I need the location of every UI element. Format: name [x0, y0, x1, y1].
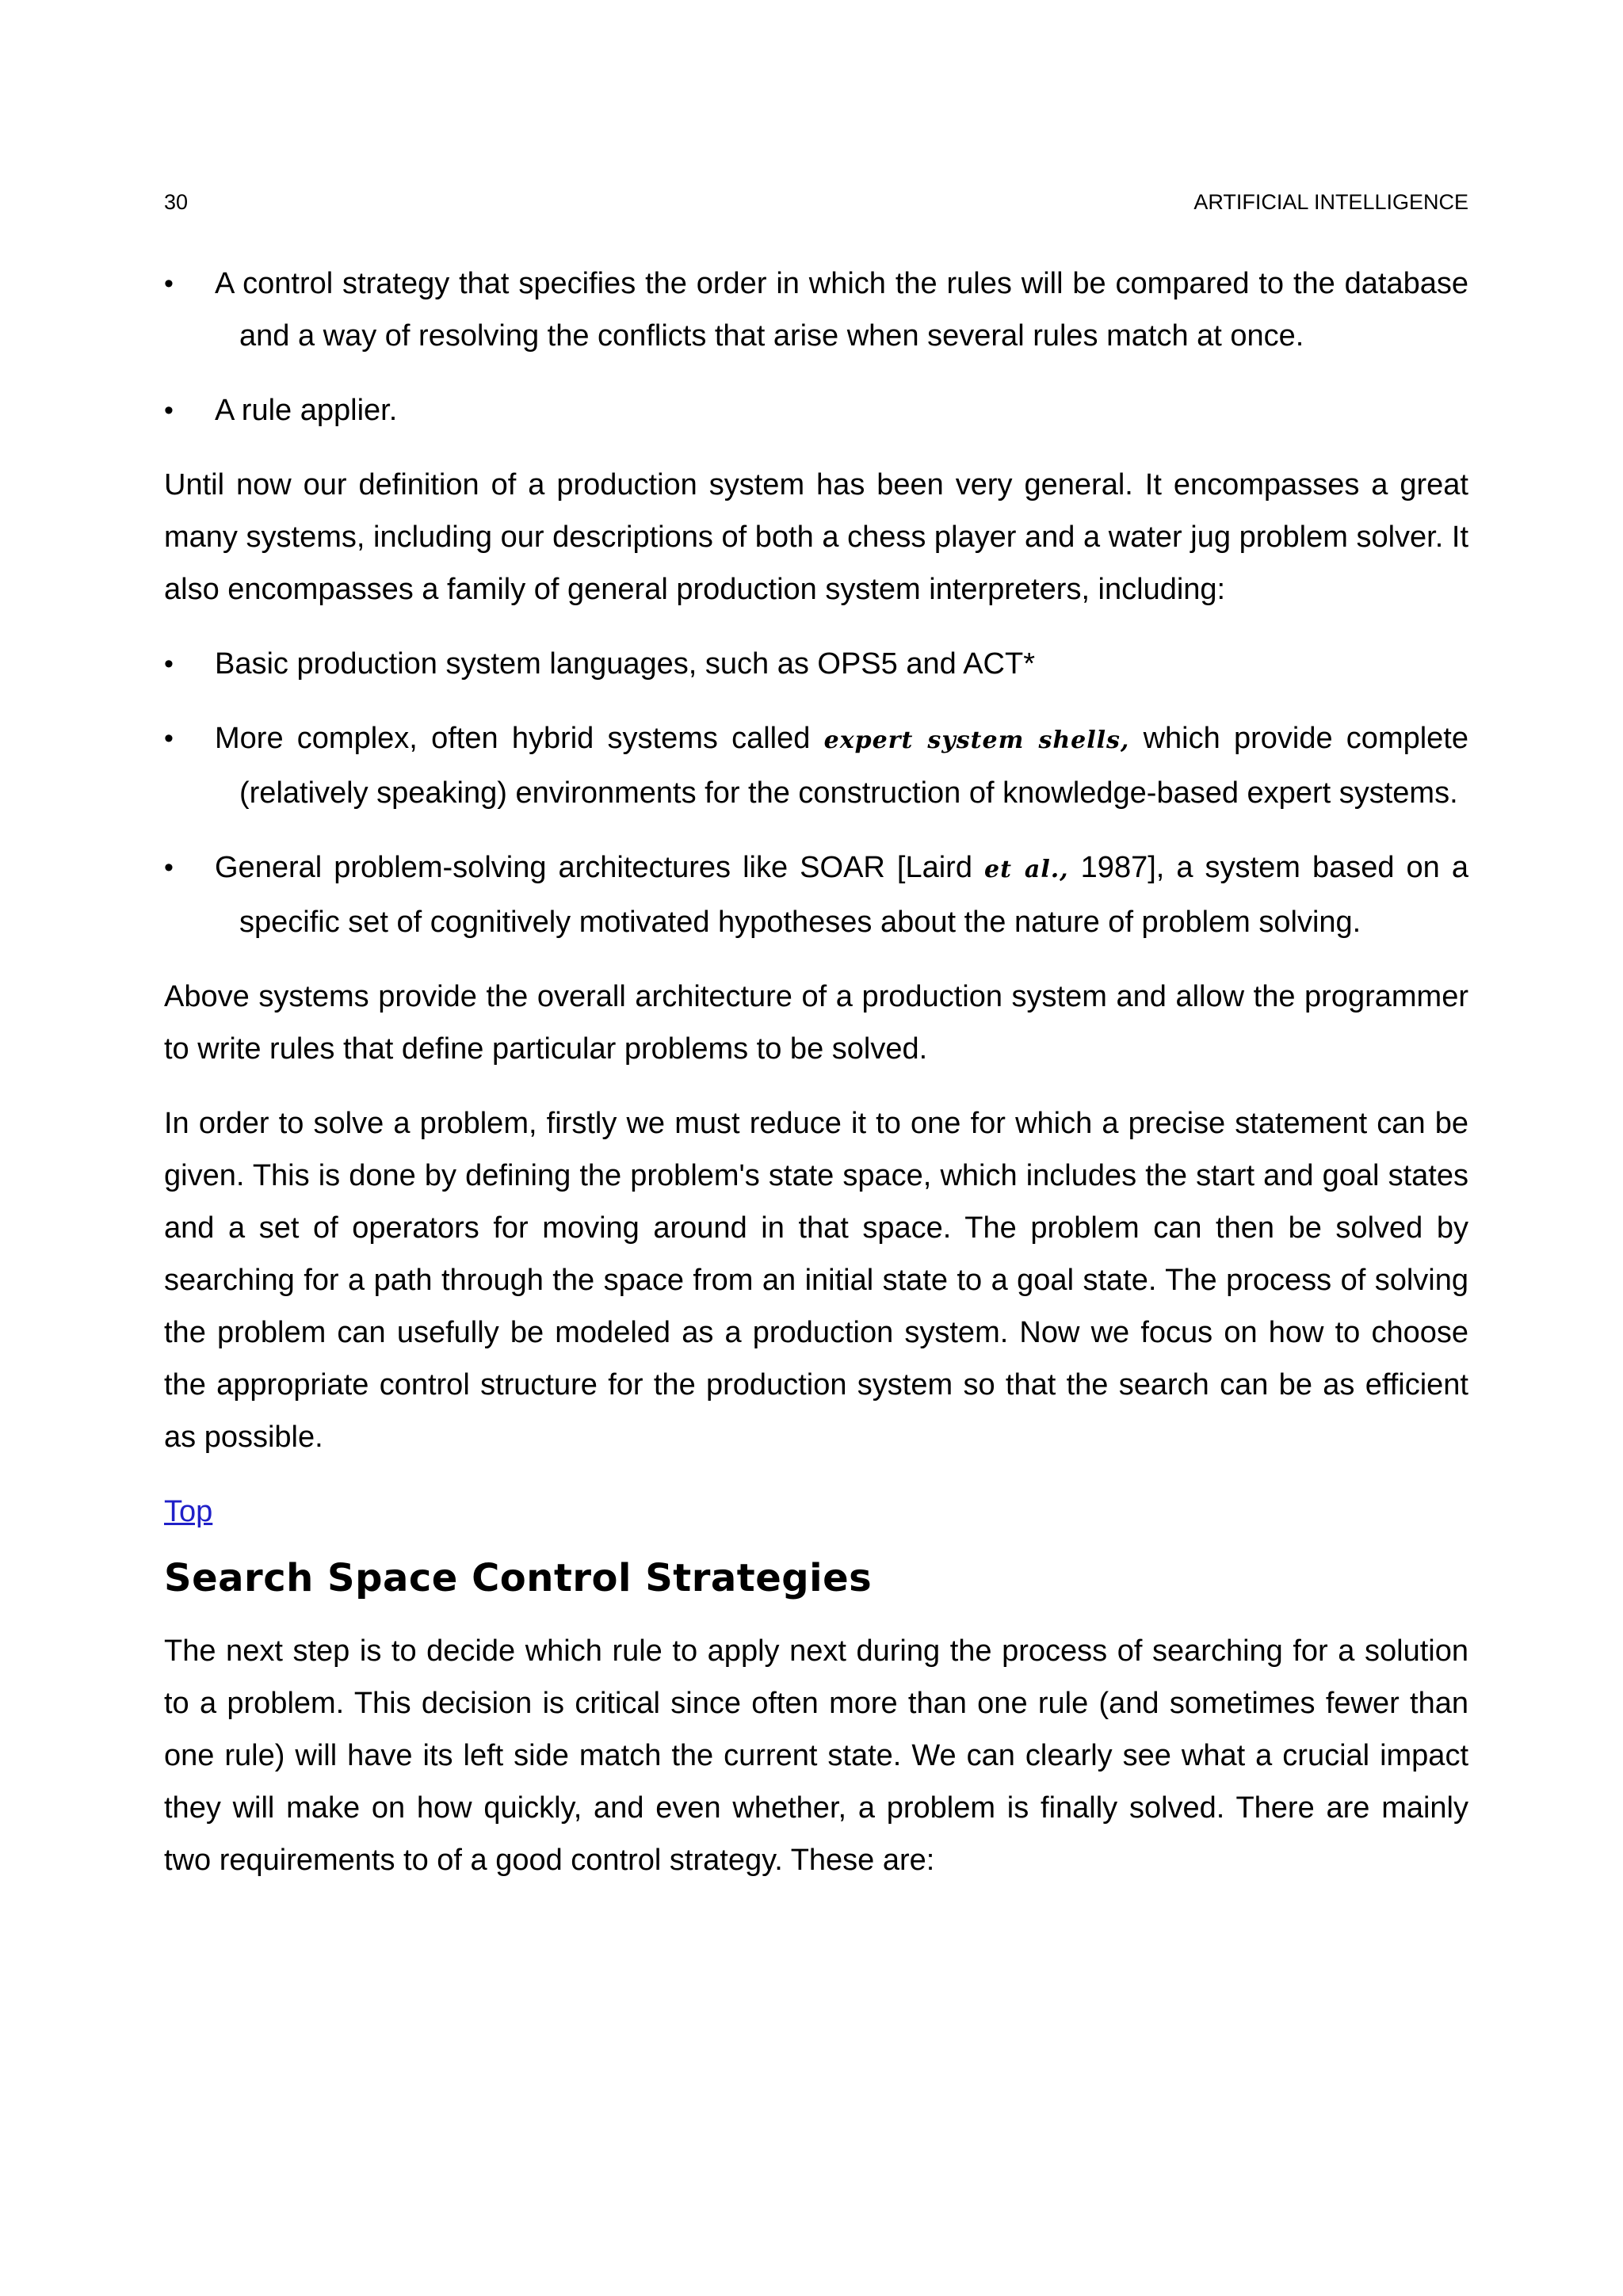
emphasized-term: et al., — [984, 856, 1069, 883]
list-item-text — [215, 722, 1468, 810]
text-run: which provide complete (relatively speaking) environments for the construction of knowledge-based expert systems. — [239, 722, 1469, 810]
text-run: More complex, often hybrid systems called — [215, 722, 824, 755]
text-run: General problem-solving architectures like SOAR [Laird — [215, 851, 985, 884]
book-title: ARTIFICIAL INTELLIGENCE — [1193, 190, 1468, 214]
list-item — [164, 712, 1468, 819]
top-link[interactable]: Top — [164, 1495, 213, 1528]
list-item-text — [215, 851, 1468, 939]
emphasized-term: expert system shells, — [823, 727, 1130, 754]
bullet-icon: • — [164, 723, 174, 753]
bullet-icon: • — [164, 649, 174, 679]
list-item — [164, 638, 1468, 690]
page-number: 30 — [164, 190, 189, 214]
list-item-text: A control strategy that specifies the order in which the rules will be compared to the database and a way of resolving the conflicts that arise when several rules match at once. — [215, 267, 1468, 353]
paragraph: Above systems provide the overall architecture of a production system and allow the programmer to write rules that define particular problems to be solved. — [164, 980, 1468, 1066]
list-item — [164, 841, 1468, 948]
list-item-text: A rule applier. — [215, 394, 398, 427]
section-title: Search Space Control Strategies — [164, 1556, 873, 1600]
paragraph: Until now our definition of a production system has been very general. It encompasses a great many systems, including our descriptions of both a chess player and a water jug problem solver. It also encompasses a family of general production system interpreters, including: — [164, 468, 1468, 606]
text-run: 1987], a system based on a specific set of cognitively motivated hypotheses about the nature of problem solving. — [239, 851, 1468, 939]
page-content — [164, 257, 1468, 1909]
list-item — [164, 384, 1468, 437]
list-item-text: Basic production system languages, such as OPS5 and ACT* — [215, 647, 1035, 681]
paragraph: In order to solve a problem, firstly we must reduce it to one for which a precise statement can be given. This is done by defining the problem's state space, which includes the start and goal states and a set of operators for moving around in that space. The problem can then be solved by searching for a path through the space from an initial state to a goal state. The process of solving the problem can usefully be modeled as a production system. Now we focus on how to choose the appropriate control structure for the production system so that the search can be as efficient as possible. — [164, 1107, 1468, 1454]
bullet-icon: • — [164, 395, 174, 425]
bullet-list-top — [164, 257, 1468, 437]
bullet-icon: • — [164, 269, 174, 299]
bullet-list-middle — [164, 638, 1468, 948]
paragraph: The next step is to decide which rule to apply next during the process of searching for a solution to a problem. This decision is critical since often more than one rule (and sometimes fewer than one rule) will have its left side match the current state. We can clearly see what a crucial impact they will make on how quickly, and even whether, a problem is finally solved. There are mainly two requirements to of a good control strategy. These are: — [164, 1634, 1468, 1877]
list-item — [164, 257, 1468, 362]
bullet-icon: • — [164, 852, 174, 883]
